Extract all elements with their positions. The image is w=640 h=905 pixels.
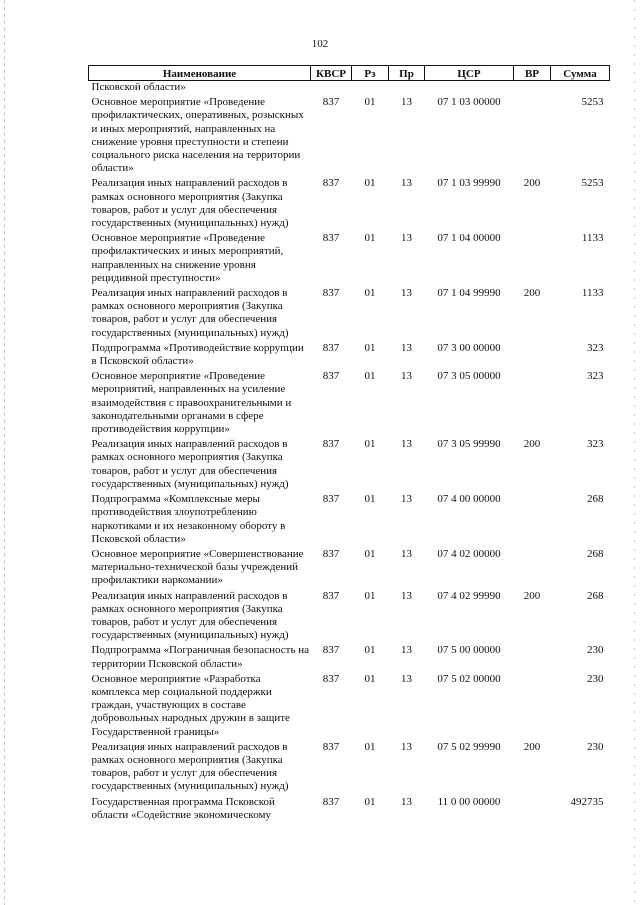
table-row [89, 81, 610, 95]
cell-csr: 07 4 02 00000 [437, 547, 501, 560]
cell-kvsr: 837 [322, 177, 340, 190]
cell-name: Реализация иных направлений расходов в рамках основного мероприятия (Закупка товаров, работ и услуг для обеспечения государственных (муниципальных) нужд) [91, 438, 289, 490]
cell-sum: 5253 [581, 96, 604, 109]
cell-pr: 13 [401, 644, 412, 657]
cell-csr: 07 5 02 99990 [437, 740, 501, 753]
cell-pr: 13 [401, 740, 412, 753]
cell-sum: 5253 [581, 177, 604, 190]
header-vr: ВР [514, 66, 551, 81]
table-row [89, 285, 610, 340]
cell-sum: 268 [587, 547, 604, 560]
cell-csr: 07 1 03 99990 [437, 177, 501, 190]
table-row [89, 175, 610, 230]
cell-rz: 01 [364, 644, 376, 657]
table-row [89, 739, 610, 794]
cell-csr: 07 4 02 99990 [437, 589, 501, 602]
cell-sum: 230 [587, 644, 604, 657]
cell-rz: 01 [364, 96, 376, 109]
cell-rz: 01 [364, 740, 376, 753]
cell-sum: 1133 [581, 287, 604, 300]
table-row [89, 436, 610, 491]
cell-csr: 07 5 02 00000 [437, 672, 501, 685]
cell-name: Реализация иных направлений расходов в рамках основного мероприятия (Закупка товаров, работ и услуг для обеспечения государственных (муниципальных) нужд) [91, 589, 289, 642]
cell-name: Основное мероприятие «Проведение профилактических, оперативных, розыскных и иных мероприятий, направленных на снижение уровня преступности и степени социального риска населения на территории области» [91, 96, 304, 175]
cell-vr: 200 [523, 740, 541, 753]
cell-name: Основное мероприятие «Проведение мероприятий, направленных на усиление взаимодействия с правоохранительными и законодательными органами в сфере противодействия коррупции» [91, 370, 292, 436]
cell-vr: 200 [523, 287, 541, 300]
cell-kvsr: 837 [322, 370, 340, 383]
header-csr: ЦСР [425, 66, 514, 81]
header-kvsr: КВСР [311, 66, 352, 81]
cell-rz: 01 [364, 493, 376, 506]
cell-sum: 323 [587, 370, 604, 383]
cell-rz: 01 [364, 232, 376, 245]
cell-sum: 323 [587, 341, 604, 354]
cell-name: Основное мероприятие «Разработка комплекса мер социальной поддержки граждан, участвующих в составе добровольных народных дружин в защите Государственной границы» [91, 672, 290, 738]
cell-csr: 07 1 04 00000 [437, 232, 501, 245]
cell-vr [514, 546, 551, 588]
cell-kvsr: 837 [322, 672, 340, 685]
cell-kvsr: 837 [322, 795, 340, 808]
cell-sum [551, 81, 610, 95]
cell-kvsr [311, 81, 352, 95]
cell-pr: 13 [401, 547, 412, 560]
table-row [89, 546, 610, 588]
cell-sum: 268 [587, 493, 604, 506]
cell-kvsr: 837 [322, 232, 340, 245]
cell-rz: 01 [364, 341, 376, 354]
cell-pr: 13 [401, 370, 412, 383]
table-row [89, 368, 610, 436]
cell-name: Реализация иных направлений расходов в рамках основного мероприятия (Закупка товаров, работ и услуг для обеспечения государственных (муниципальных) нужд) [91, 287, 289, 339]
cell-kvsr: 837 [322, 438, 340, 451]
cell-sum: 1133 [581, 232, 604, 245]
cell-rz: 01 [364, 589, 376, 602]
cell-rz: 01 [364, 795, 376, 808]
table-row [89, 671, 610, 739]
cell-rz: 01 [364, 672, 376, 685]
cell-kvsr: 837 [322, 547, 340, 560]
cell-pr: 13 [401, 438, 412, 451]
cell-pr: 13 [401, 672, 412, 685]
page-number: 102 [311, 38, 329, 50]
cell-vr: 200 [523, 438, 541, 451]
cell-pr: 13 [401, 177, 412, 190]
cell-vr [514, 368, 551, 436]
cell-name: Основное мероприятие «Совершенствование материально-технической базы учреждений профилактики наркомании» [91, 547, 304, 587]
cell-sum: 230 [587, 672, 604, 685]
cell-sum: 230 [587, 740, 604, 753]
table-body [89, 81, 610, 822]
cell-vr [514, 794, 551, 822]
cell-vr [514, 230, 551, 285]
table-row [89, 491, 610, 546]
header-rz: Рз [352, 66, 389, 81]
cell-vr [514, 642, 551, 670]
cell-vr [514, 94, 551, 175]
header-name: Наименование [89, 66, 311, 81]
cell-name: Подпрограмма «Противодействие коррупции в Псковской области» [91, 341, 304, 368]
cell-name: Подпрограмма «Пограничная безопасность на территории Псковской области» [91, 644, 309, 670]
cell-pr: 13 [401, 287, 412, 300]
cell-name: Государственная программа Псковской области «Содействие экономическому [91, 795, 275, 821]
table-row [89, 94, 610, 175]
cell-pr: 13 [401, 341, 412, 354]
scan-right-edge [634, 0, 635, 905]
budget-table [88, 65, 610, 822]
cell-csr: 07 3 00 00000 [437, 341, 501, 354]
cell-csr: 11 0 00 00000 [437, 795, 501, 808]
table-row [89, 642, 610, 670]
table-row [89, 230, 610, 285]
cell-kvsr: 837 [322, 589, 340, 602]
cell-vr [514, 491, 551, 546]
cell-vr: 200 [523, 589, 541, 602]
cell-rz: 01 [364, 370, 376, 383]
cell-csr: 07 1 03 00000 [437, 96, 501, 109]
cell-name: Реализация иных направлений расходов в рамках основного мероприятия (Закупка товаров, работ и услуг для обеспечения государственных (муниципальных) нужд) [91, 177, 289, 230]
cell-sum: 268 [587, 589, 604, 602]
cell-vr: 200 [523, 177, 541, 190]
cell-rz [352, 81, 389, 95]
cell-rz: 01 [364, 547, 376, 560]
cell-csr: 07 1 04 99990 [437, 287, 501, 300]
table-row [89, 588, 610, 643]
cell-pr [389, 81, 425, 95]
cell-csr: 07 5 00 00000 [437, 644, 501, 657]
cell-name: Подпрограмма «Комплексные меры противодействия злоупотреблению наркотиками и их незаконному обороту в Псковской области» [91, 493, 286, 545]
table-row [89, 794, 610, 822]
cell-pr: 13 [401, 795, 412, 808]
header-sum: Сумма [551, 66, 610, 81]
table-row [89, 340, 610, 368]
cell-csr: 07 4 00 00000 [437, 493, 501, 506]
cell-csr: 07 3 05 00000 [437, 370, 501, 383]
cell-csr: 07 3 05 99990 [437, 438, 501, 451]
cell-rz: 01 [364, 177, 376, 190]
header-pr: Пр [389, 66, 425, 81]
cell-kvsr: 837 [322, 341, 340, 354]
cell-kvsr: 837 [322, 96, 340, 109]
cell-rz: 01 [364, 287, 376, 300]
cell-vr [514, 81, 551, 95]
cell-sum: 323 [587, 438, 604, 451]
cell-kvsr: 837 [322, 644, 340, 657]
cell-csr [425, 81, 514, 95]
cell-pr: 13 [401, 589, 412, 602]
cell-vr [514, 340, 551, 368]
cell-pr: 13 [401, 232, 412, 245]
cell-sum: 492735 [570, 795, 604, 808]
cell-rz: 01 [364, 438, 376, 451]
cell-name: Основное мероприятие «Проведение профилактических и иных мероприятий, направленных на снижение уровня рецидивной преступности» [91, 232, 284, 284]
table-header-row [89, 66, 610, 81]
cell-pr: 13 [401, 493, 412, 506]
cell-name: Реализация иных направлений расходов в рамках основного мероприятия (Закупка товаров, работ и услуг для обеспечения государственных (муниципальных) нужд) [91, 740, 289, 793]
scan-left-edge [4, 0, 5, 905]
cell-vr [514, 671, 551, 739]
cell-kvsr: 837 [322, 493, 340, 506]
cell-kvsr: 837 [322, 740, 340, 753]
cell-pr: 13 [401, 96, 412, 109]
cell-kvsr: 837 [322, 287, 340, 300]
cell-name: Псковской области» [91, 81, 186, 93]
